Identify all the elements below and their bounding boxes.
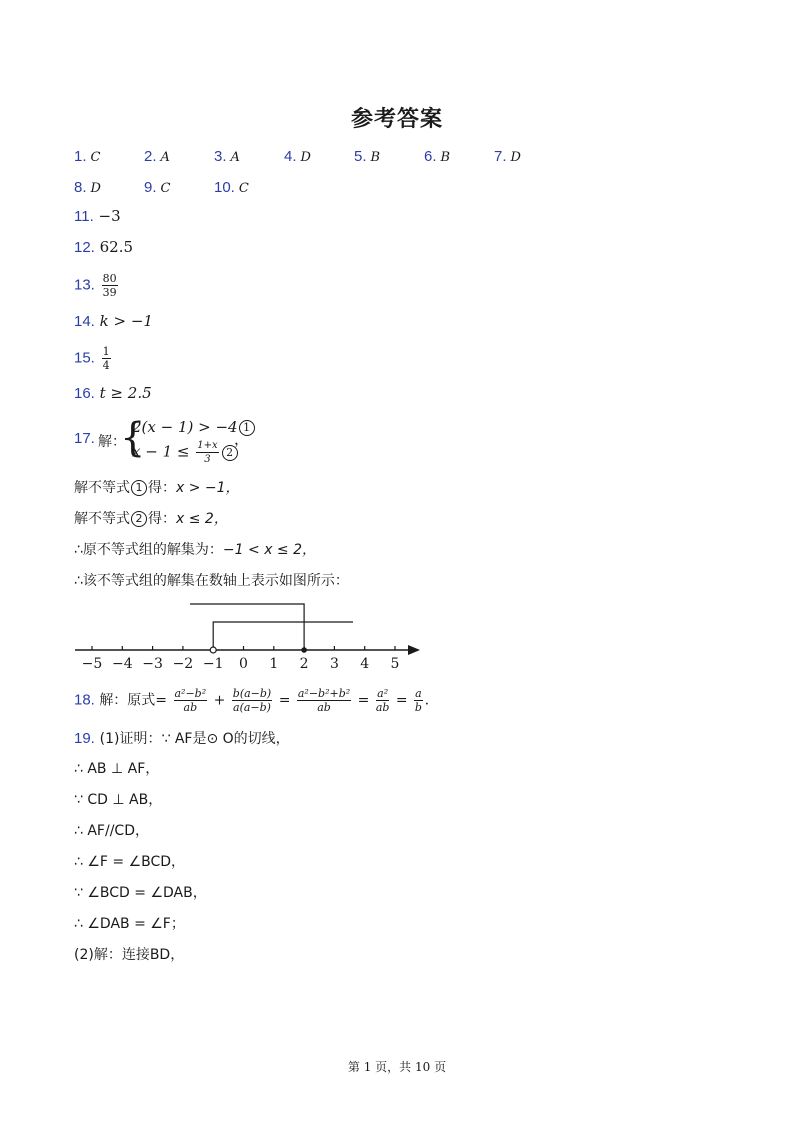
numerator: 1: [102, 345, 110, 358]
question-number: 5.: [354, 148, 367, 165]
choice-answer: [284, 146, 311, 168]
proof-line: (1)证明：∵ AF是⊙ O的切线，: [99, 731, 290, 747]
solution-prefix: 解：原式=: [99, 692, 168, 709]
question-number: 10.: [214, 179, 235, 196]
fraction-5: $\frac{a}{b}$: [414, 687, 422, 714]
solution-prefix: 解：: [98, 434, 126, 450]
answer-18: 18. 解：原式= $\frac{\text{a²−b²}}{ab}$ + $\frac{b(a-b)}{a(a-b)}$ = $\frac{\text{a²−b²+b²}}{ab}$ = $\frac{\text{a²}}{ab}$ = $\frac{a}{b}$ .: [74, 687, 430, 714]
answer-letter: A: [160, 150, 170, 165]
choice-answer: [144, 146, 170, 168]
open-point-marker: [210, 647, 216, 653]
answer-11: [74, 206, 121, 227]
denominator: 39: [102, 286, 117, 299]
circle-marker-1: 1: [131, 480, 147, 496]
proof-line: ∴ ∠F = ∠BCD，: [74, 854, 186, 870]
fraction-3: $\frac{\text{a²−b²+b²}}{ab}$: [297, 687, 351, 714]
question-number: 9.: [144, 179, 157, 196]
proof-line: ∴ AF//CD，: [74, 823, 149, 839]
proof-line: (2)解：连接BD，: [74, 947, 185, 963]
tick-label: 3: [329, 656, 339, 672]
denominator: 4: [102, 359, 110, 372]
question-number: 1.: [74, 148, 87, 165]
choice-answer: [144, 177, 170, 199]
answer-value: k > −1: [99, 312, 153, 330]
fraction: [102, 273, 118, 298]
closed-point-marker: [301, 647, 307, 653]
proof-line: ∴ AB ⊥ AF，: [74, 761, 160, 777]
solution-step-1: 解不等式 1 得：x > −1，: [74, 480, 240, 496]
choice-answer: [214, 177, 249, 199]
answer-12: [74, 237, 133, 258]
solution-step-2: 解不等式 2 得：x ≤ 2，: [74, 511, 228, 527]
answer-value: −3: [98, 207, 121, 225]
question-number: 12.: [74, 239, 95, 256]
answer-15: [74, 346, 113, 371]
answer-letter: C: [238, 181, 249, 196]
answer-16: [74, 383, 152, 404]
question-number: 11.: [74, 208, 94, 225]
choice-answer: [354, 146, 380, 168]
left-brace: {: [120, 415, 146, 461]
question-number: 4.: [284, 148, 297, 165]
inequality-2: x − 1 ≤ $\frac{1+x}{3}$ 2: [132, 440, 239, 465]
tick-label: −2: [172, 656, 194, 672]
tick-label: 5: [390, 656, 400, 672]
tick-label: 2: [299, 656, 309, 672]
closed-end-bracket: [190, 604, 304, 650]
fraction: [102, 346, 111, 371]
open-end-bracket: [213, 622, 353, 647]
answer-14: [74, 311, 153, 332]
tick-label: −1: [202, 656, 224, 672]
question-number: 2.: [144, 148, 157, 165]
axis-arrow-icon: [408, 645, 420, 655]
choice-answer: [424, 146, 450, 168]
tick-label: 0: [239, 656, 248, 672]
choice-answer: [214, 146, 240, 168]
answer-13: [74, 273, 120, 298]
choice-answer: [74, 146, 100, 168]
fraction-4: $\frac{\text{a²}}{ab}$: [375, 687, 390, 714]
circle-marker-2: 2: [222, 445, 238, 461]
choice-answer: [494, 146, 521, 168]
answer-letter: D: [90, 181, 101, 196]
answer-letter: B: [370, 150, 381, 165]
answer-value: 62.5: [99, 238, 134, 256]
question-number: 3.: [214, 148, 227, 165]
question-number: 6.: [424, 148, 437, 165]
fraction-2: $\frac{b(a-b)}{a(a-b)}$: [232, 687, 272, 714]
question-number: 19.: [74, 730, 95, 747]
question-number: 13.: [74, 276, 95, 294]
proof-line: ∵ CD ⊥ AB，: [74, 792, 163, 808]
answer-value: t ≥ 2.5: [99, 384, 152, 402]
number-line: [70, 598, 430, 678]
inequality-1: 2(x − 1) > −4 1: [132, 418, 256, 436]
proof-line: ∵ ∠BCD = ∠DAB，: [74, 885, 207, 901]
page-title: 参考答案: [350, 107, 443, 132]
tick-label: −5: [81, 656, 103, 672]
tick-label: −3: [142, 656, 163, 672]
trailing-comma: ，: [234, 430, 250, 448]
circle-marker-1: 1: [239, 420, 255, 436]
tick-label: −4: [111, 656, 133, 672]
answer-letter: A: [230, 150, 240, 165]
solution-step-3: ∴原不等式组的解集为：−1 < x ≤ 2，: [74, 542, 317, 558]
tick-label: 1: [269, 656, 279, 672]
answer-letter: D: [510, 150, 521, 165]
circle-marker-2: 2: [131, 511, 147, 527]
question-number: 16.: [74, 385, 95, 402]
answer-letter: C: [160, 181, 171, 196]
answer-letter: B: [440, 150, 451, 165]
tick-label: 4: [360, 656, 370, 672]
fraction: $\frac{1+x}{3}$: [197, 440, 218, 465]
choice-answer: [74, 177, 101, 199]
question-number: 14.: [74, 313, 95, 330]
answer-19-line-1: [74, 728, 290, 749]
answer-letter: C: [90, 150, 101, 165]
question-number: 8.: [74, 179, 87, 196]
fraction-1: $\frac{\text{a²−b²}}{ab}$: [174, 687, 207, 714]
proof-line: ∴ ∠DAB = ∠F；: [74, 916, 185, 932]
question-number: 17.: [74, 430, 95, 447]
solution-step-4: ∴该不等式组的解集在数轴上表示如图所示：: [74, 573, 349, 589]
question-number: 18.: [74, 691, 95, 709]
answer-letter: D: [300, 150, 311, 165]
question-number: 15.: [74, 349, 95, 367]
question-number: 7.: [494, 148, 507, 165]
numerator: 80: [102, 272, 117, 285]
page-footer: 第 1 页，共 10 页: [347, 1060, 447, 1074]
